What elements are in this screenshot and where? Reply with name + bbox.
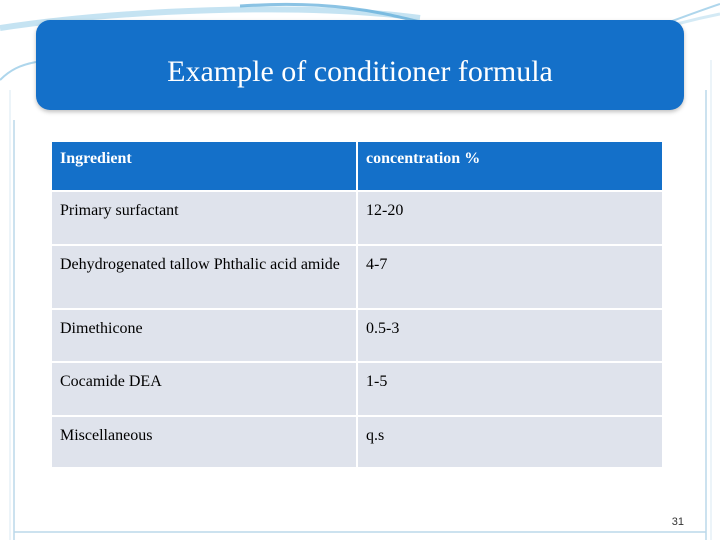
table-row xyxy=(51,191,663,245)
ingredient-cell: Dehydrogenated tallow Phthalic acid amide xyxy=(51,245,357,309)
concentration-cell: q.s xyxy=(357,416,663,468)
table-row xyxy=(51,245,663,309)
table-row xyxy=(51,416,663,468)
header-ingredient: Ingredient xyxy=(51,141,357,191)
slide-title: Example of conditioner formula xyxy=(167,55,553,88)
ingredient-cell: Cocamide DEA xyxy=(51,362,357,416)
formula-table xyxy=(50,140,664,469)
ingredient-cell: Dimethicone xyxy=(51,309,357,362)
concentration-cell: 1-5 xyxy=(357,362,663,416)
concentration-cell: 4-7 xyxy=(357,245,663,309)
ingredient-cell: Primary surfactant xyxy=(51,191,357,245)
table-row xyxy=(51,309,663,362)
header-concentration: concentration % xyxy=(357,141,663,191)
table-header-row xyxy=(51,141,663,191)
title-banner xyxy=(36,20,684,110)
page-number: 31 xyxy=(671,516,684,528)
ingredient-cell: Miscellaneous xyxy=(51,416,357,468)
concentration-cell: 0.5-3 xyxy=(357,309,663,362)
concentration-cell: 12-20 xyxy=(357,191,663,245)
table-row xyxy=(51,362,663,416)
